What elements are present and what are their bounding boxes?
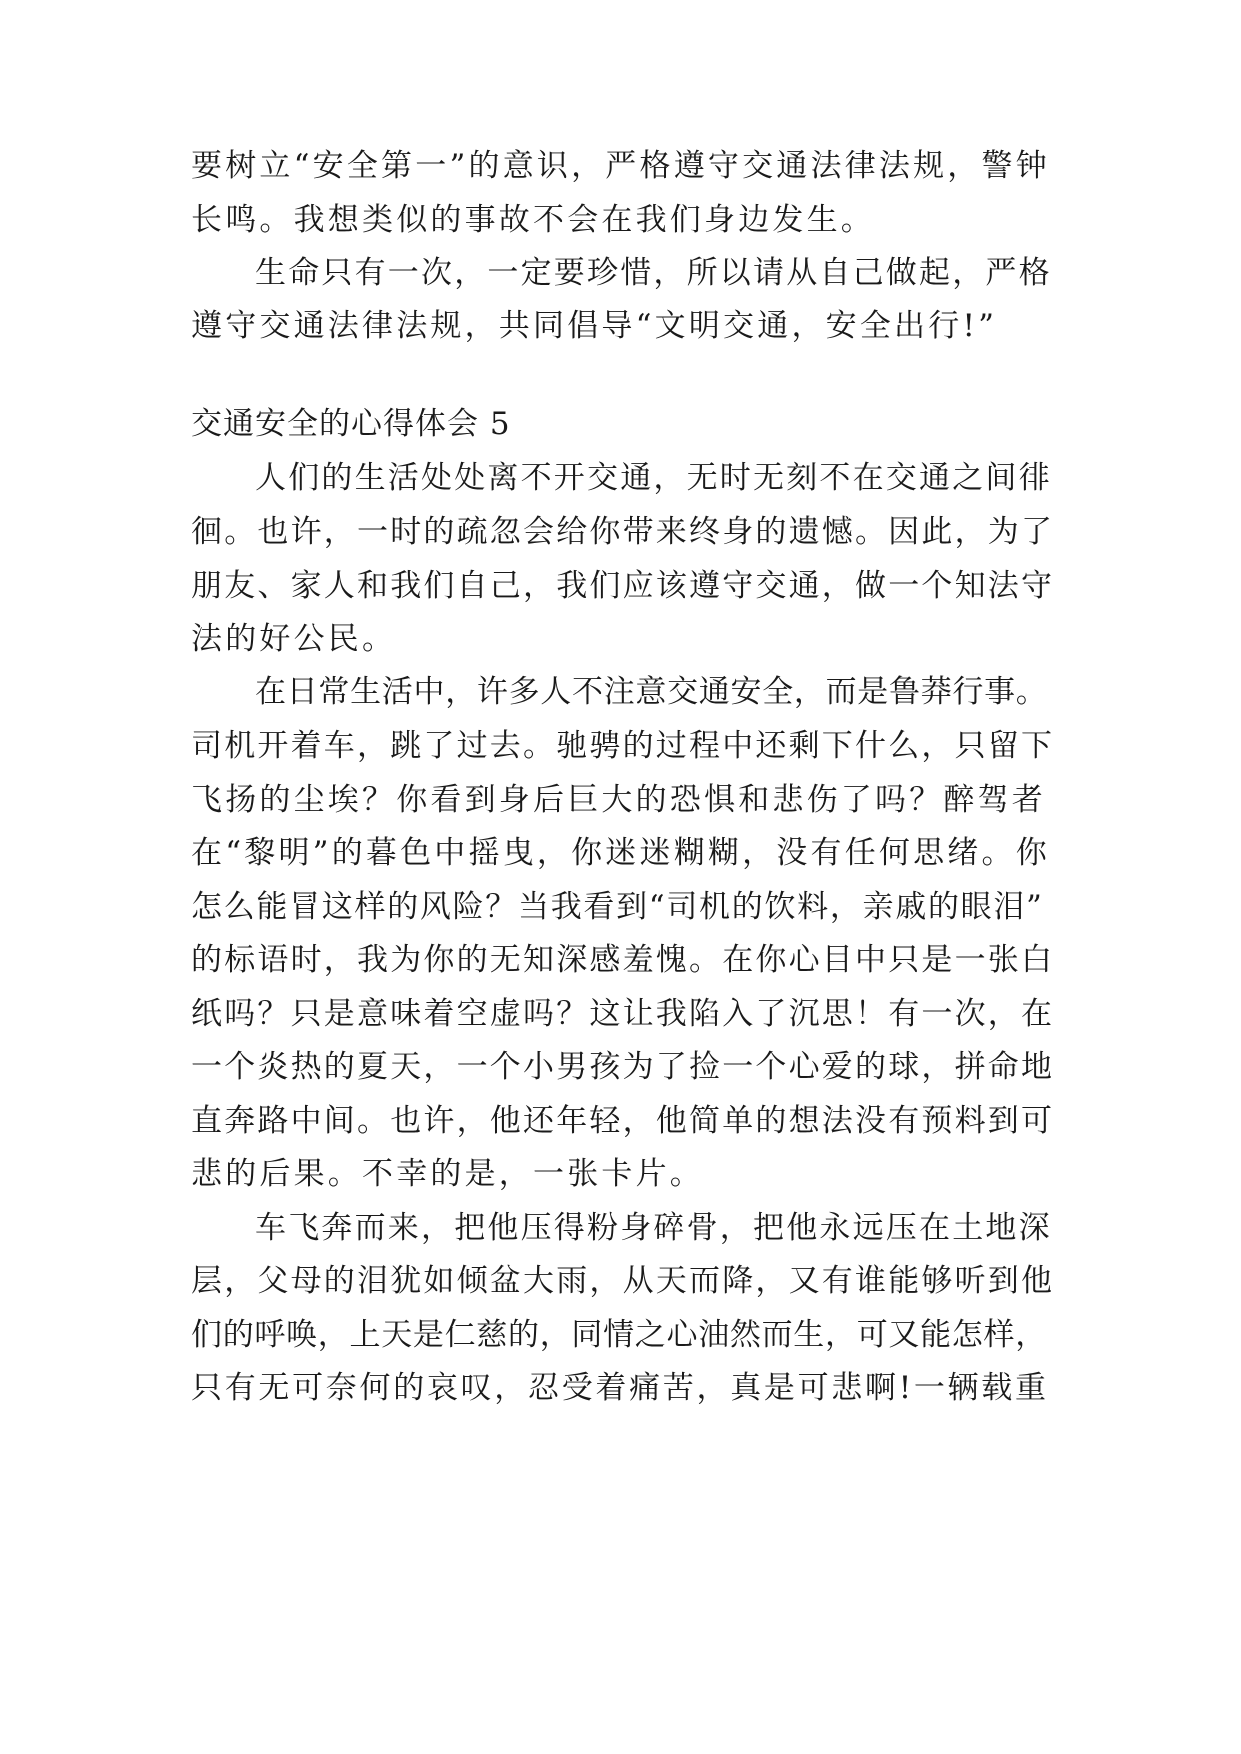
text-line: 司机开着车，跳了过去。驰骋的过程中还剩下什么，只留下 [191, 728, 1055, 764]
text-line: 一个炎热的夏天，一个小男孩为了捡一个心爱的球，拼命地 [191, 1049, 1055, 1085]
text-line: 们的呼唤，上天是仁慈的，同情之心油然而生，可又能怎样， [191, 1317, 1047, 1353]
text-line: 法的好公民。 [191, 621, 397, 657]
paragraph-start: 人们的生活处处离不开交通，无时无刻不在交通之间徘 [255, 460, 1052, 496]
paragraph-start: 在日常生活中，许多人不注意交通安全，而是鲁莽行事。 [255, 674, 1048, 710]
paragraph-start: 车飞奔而来，把他压得粉身碎骨，把他永远压在土地深 [255, 1210, 1052, 1246]
paragraph-start: 生命只有一次，一定要珍惜，所以请从自己做起，严格 [255, 255, 1052, 291]
text-line: 怎么能冒这样的风险？当我看到“司机的饮料，亲戚的眼泪” [191, 889, 1044, 925]
text-line: 在“黎明”的暮色中摇曳，你迷迷糊糊，没有任何思绪。你 [191, 835, 1050, 871]
text-line: 的标语时，我为你的无知深感羞愧。在你心目中只是一张白 [191, 942, 1055, 978]
text-line: 朋友、家人和我们自己，我们应该遵守交通，做一个知法守 [191, 568, 1055, 604]
text-line: 层，父母的泪犹如倾盆大雨，从天而降，又有谁能够听到他 [191, 1263, 1055, 1299]
text-line: 纸吗？只是意味着空虚吗？这让我陷入了沉思！有一次，在 [191, 996, 1055, 1032]
section-heading: 交通安全的心得体会 5 [191, 406, 511, 442]
text-line: 飞扬的尘埃？你看到身后巨大的恐惧和悲伤了吗？醉驾者 [191, 782, 1046, 818]
text-line: 遵守交通法律法规，共同倡导“文明交通，安全出行!” [191, 308, 998, 344]
text-line: 长鸣。我想类似的事故不会在我们身边发生。 [191, 202, 875, 238]
text-line: 直奔路中间。也许，他还年轻，他简单的想法没有预料到可 [191, 1103, 1055, 1139]
text-line: 徊。也许，一时的疏忽会给你带来终身的遗憾。因此，为了 [191, 514, 1055, 550]
text-line: 悲的后果。不幸的是，一张卡片。 [191, 1156, 704, 1192]
text-line: 要树立“安全第一”的意识，严格遵守交通法律法规，警钟 [191, 148, 1050, 184]
text-line: 只有无可奈何的哀叹，忍受着痛苦，真是可悲啊!一辆载重 [191, 1370, 1049, 1406]
